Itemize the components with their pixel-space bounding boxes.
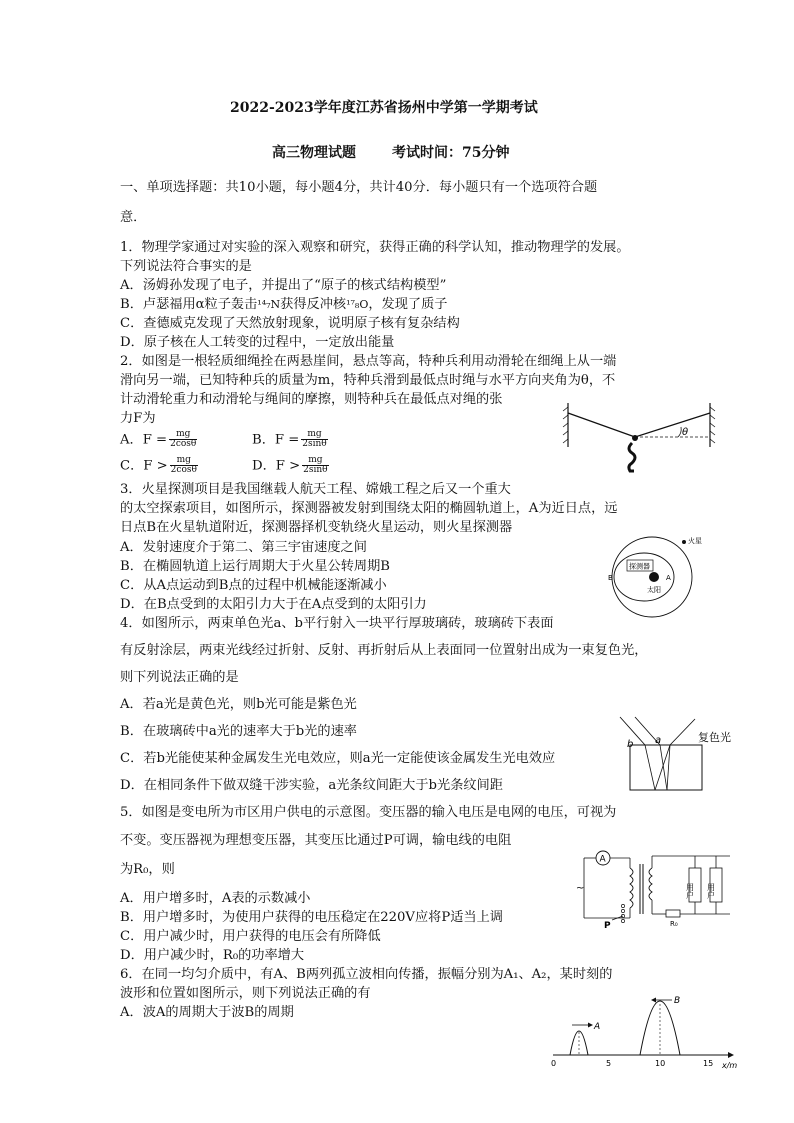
q6-stem: 6．在同一均匀介质中，有A、B两列孤立波相向传播，振幅分别为A₁、A₂，某时刻的 xyxy=(120,967,613,982)
q4-stem-cont: 有反射涂层，两束光线经过折射、反射、再折射后从上表面同一位置射出成为一束复色光， xyxy=(120,643,648,658)
q1-option-a: A．汤姆孙发现了电子，并提出了“原子的核式结构模型” xyxy=(120,278,447,293)
q3-mars-label: 火星 xyxy=(688,537,702,545)
exam-subject: 高三物理试题 xyxy=(272,145,356,161)
q1-stem: 1．物理学家通过对实验的深入观察和研究，获得正确的科学认知，推动物理学的发展。 xyxy=(120,240,630,255)
q6-tick-15: 15 xyxy=(703,1059,714,1068)
resistor-r0-icon xyxy=(666,910,680,917)
q1-option-c: C．查德威克发现了天然放射现象，说明原子核有复杂结构 xyxy=(120,316,460,331)
q5-stem-cont: 不变。变压器视为理想变压器，其变压比通过P可调，输电线的电阻 xyxy=(120,833,512,848)
q3-option-a: A．发射速度介于第二、第三宇宙速度之间 xyxy=(120,540,367,555)
q5-stem: 5．如图是变电所为市区用户供电的示意图。变压器的输入电压是电网的电压，可视为 xyxy=(120,805,617,820)
q5-user1-label: 用户 xyxy=(685,883,695,899)
q4-option-d: D．在相同条件下做双缝干涉实验，a光条纹间距大于b光条纹间距 xyxy=(120,778,503,793)
q1-stem-cont: 下列说法符合事实的是 xyxy=(120,259,252,274)
q5-option-b: B．用户增多时，为使用户获得的电压稳定在220V应将P适当上调 xyxy=(120,910,503,925)
q3-option-b: B．在椭圆轨道上运行周期大于火星公转周期B xyxy=(120,559,390,574)
q6-tick-0: 0 xyxy=(551,1059,557,1068)
q6-wave-a-label: A xyxy=(594,1022,601,1032)
q5-ac-source: ~ xyxy=(576,883,585,894)
q4-option-c: C．若b光能使某种金属发生光电效应，则a光一定能使该金属发生光电效应 xyxy=(120,751,556,766)
q6-option-a: A．波A的周期大于波B的周期 xyxy=(120,1005,294,1020)
q3-option-d: D．在B点受到的太阳引力大于在A点受到的太阳引力 xyxy=(120,597,427,612)
q4-option-a: A．若a光是黄色光，则b光可能是紫色光 xyxy=(120,697,357,712)
q2-option-b: B．F = $\frac{mg}{2\sin\theta}$ xyxy=(252,429,327,450)
q3-point-a: A xyxy=(666,574,671,582)
q4-stem: 4．如图所示，两束单色光a、b平行射入一块平行厚玻璃砖，玻璃砖下表面 xyxy=(120,616,554,631)
q3-sun-label: 太阳 xyxy=(647,586,661,594)
q3-point-b: B xyxy=(608,574,613,582)
q6-stem-cont: 波形和位置如图所示，则下列说法正确的有 xyxy=(120,986,371,1001)
q2-stem: 2．如图是一根轻质细绳拴在两悬崖间，悬点等高，特种兵利用动滑轮在细绳上从一端 xyxy=(120,354,617,369)
q3-stem-cont2: 日点B在火星轨道附近，探测器择机变轨绕火星运动，则火星探测器 xyxy=(120,520,513,535)
q5-option-a: A．用户增多时，A表的示数减小 xyxy=(120,891,311,906)
q6-wave-b-label: B xyxy=(674,996,681,1006)
sun-icon xyxy=(649,572,659,582)
q3-orbit-figure xyxy=(600,535,710,620)
q3-probe-label: 探测器 xyxy=(629,562,650,571)
q4-composite-label: 复色光 xyxy=(698,731,731,744)
exam-title: 2022-2023学年度江苏省扬州中学第一学期考试 xyxy=(230,100,538,116)
q4-ray-b-label: b xyxy=(627,739,634,750)
q5-r0-label: R₀ xyxy=(670,920,678,928)
q3-option-c: C．从A点运动到B点的过程中机械能逐渐减小 xyxy=(120,578,387,593)
q2-stem-cont: 滑向另一端，已知特种兵的质量为m，特种兵滑到最低点时绳与水平方向夹角为θ，不 xyxy=(120,373,616,388)
q2-option-d: D．F > $\frac{mg}{2\sin\theta}$ xyxy=(252,455,328,476)
q2-rope-figure xyxy=(560,395,720,485)
q2-theta-label: θ xyxy=(682,427,689,438)
q3-stem-cont: 的太空探索项目，如图所示，探测器被发射到围绕太阳的椭圆轨道上，A为近日点，远 xyxy=(120,501,618,516)
section-heading: 一、单项选择题：共10小题，每小题4分，共计40分．每小题只有一个选项符合题 xyxy=(120,180,598,195)
q5-p-label: P xyxy=(604,921,611,931)
exam-time: 考试时间：75分钟 xyxy=(392,145,510,161)
q6-tick-5: 5 xyxy=(606,1059,612,1068)
q4-stem-cont2: 则下列说法正确的是 xyxy=(120,670,239,685)
q4-option-b: B．在玻璃砖中a光的速率大于b光的速率 xyxy=(120,724,357,739)
q5-user2-label: 用户 xyxy=(706,883,716,899)
q5-option-c: C．用户减少时，用户获得的电压会有所降低 xyxy=(120,929,381,944)
section-heading-cont: 意． xyxy=(120,210,147,225)
q5-option-d: D．用户减少时，R₀的功率增大 xyxy=(120,948,305,963)
q5-circuit-figure xyxy=(576,848,734,933)
q1-option-d: D．原子核在人工转变的过程中，一定放出能量 xyxy=(120,335,395,350)
q6-wave-figure xyxy=(548,992,748,1072)
q4-glass-figure xyxy=(615,715,745,795)
q6-tick-10: 10 xyxy=(655,1059,666,1068)
q6-x-axis-label: x/m xyxy=(722,1061,738,1070)
q5-ammeter-label: A xyxy=(599,854,606,865)
q4-ray-a-label: a xyxy=(655,735,662,746)
q2-option-a: A．F = $\frac{mg}{2\cos\theta}$ xyxy=(120,429,197,450)
q2-option-c: C．F > $\frac{mg}{2\cos\theta}$ xyxy=(120,455,197,476)
q2-stem-cont2: 计动滑轮重力和动滑轮与绳间的摩擦，则特种兵在最低点对绳的张 xyxy=(120,392,503,407)
q3-stem: 3．火星探测项目是我国继载人航天工程、嫦娥工程之后又一个重大 xyxy=(120,482,511,497)
q2-stem-cont3: 力F为 xyxy=(120,411,156,426)
mars-icon xyxy=(682,540,686,544)
q5-stem-cont2: 为R₀，则 xyxy=(120,862,175,877)
q1-option-b: B．卢瑟福用α粒子轰击¹⁴₇N获得反冲核¹⁷₈O，发现了质子 xyxy=(120,297,448,312)
